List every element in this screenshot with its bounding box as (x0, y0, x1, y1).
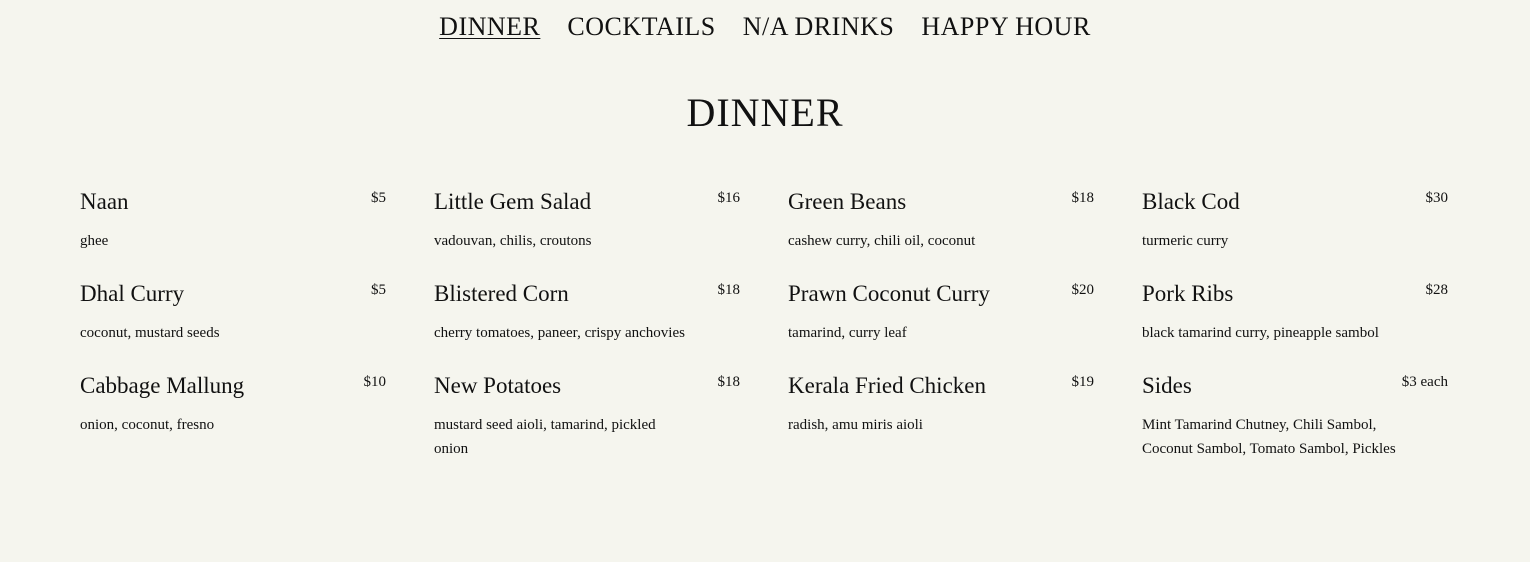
menu-item-head (80, 185, 386, 219)
menu-item-head (80, 369, 386, 403)
menu-item-description: onion, coconut, fresno (80, 417, 215, 433)
menu-item-pork-ribs (1142, 277, 1448, 345)
menu-item-new-potatoes (434, 369, 740, 461)
menu-item-head (434, 185, 740, 219)
menu-item-description: vadouvan, chilis, croutons (434, 233, 592, 249)
menu-columns (80, 185, 1450, 461)
menu-item-dhal-curry (80, 277, 386, 345)
menu-item-description: tamarind, curry leaf (788, 325, 907, 341)
menu-item-name: Naan (80, 189, 129, 214)
menu-item-kerala-fried-chicken (788, 369, 1094, 437)
menu-item-head (788, 277, 1094, 311)
menu-item-head (1142, 185, 1448, 219)
page-title: DINNER (686, 90, 844, 135)
menu-item-description: turmeric curry (1142, 233, 1229, 249)
menu-item-price: $10 (363, 374, 386, 390)
menu-item-name: Pork Ribs (1142, 281, 1234, 306)
menu-item-prawn-coconut-curry (788, 277, 1094, 345)
menu-item-name: Little Gem Salad (434, 189, 592, 214)
menu-item-price: $30 (1425, 190, 1448, 206)
menu-item-price: $5 (371, 190, 386, 206)
menu-item-description: cashew curry, chili oil, coconut (788, 233, 976, 249)
menu-item-price: $16 (717, 190, 740, 206)
menu-item-price: $3 each (1401, 374, 1448, 390)
menu-item-naan (80, 185, 386, 253)
menu-item-price: $18 (1071, 190, 1094, 206)
menu-item-price: $19 (1071, 374, 1094, 390)
menu-item-cabbage-mallung (80, 369, 386, 437)
menu-item-blistered-corn (434, 277, 740, 345)
menu-item-price: $18 (717, 282, 740, 298)
menu-column-2 (434, 185, 740, 461)
menu-item-head (788, 185, 1094, 219)
menu-item-name: Black Cod (1142, 189, 1240, 214)
nav-tab-dinner[interactable]: DINNER (439, 12, 541, 41)
menu-item-head (1142, 369, 1448, 403)
menu-item-price: $28 (1425, 282, 1448, 298)
nav-tab-happy-hour[interactable]: HAPPY HOUR (921, 12, 1091, 41)
menu-item-price: $5 (371, 282, 386, 298)
menu-item-name: Kerala Fried Chicken (788, 373, 986, 398)
menu-item-description: cherry tomatoes, paneer, crispy anchovies (434, 325, 685, 341)
menu-item-description: Mint Tamarind Chutney, Chili Sambol, Coconut Sambol, Tomato Sambol, Pickles (1142, 417, 1396, 457)
menu-item-head (434, 369, 740, 403)
menu-column-1 (80, 185, 386, 461)
menu-item-description: radish, amu miris aioli (788, 417, 923, 433)
menu-item-description: ghee (80, 233, 109, 249)
menu-item-head (80, 277, 386, 311)
top-nav (0, 10, 1530, 44)
menu-item-name: Cabbage Mallung (80, 373, 245, 398)
menu-item-sides (1142, 369, 1448, 461)
nav-tab-cocktails[interactable]: COCKTAILS (567, 12, 716, 41)
menu-item-name: Prawn Coconut Curry (788, 281, 990, 306)
menu-item-name: Dhal Curry (80, 281, 185, 306)
menu-item-price: $20 (1071, 282, 1094, 298)
menu-item-head (434, 277, 740, 311)
menu-item-description: black tamarind curry, pineapple sambol (1142, 325, 1379, 341)
menu-item-little-gem-salad (434, 185, 740, 253)
menu-item-name: New Potatoes (434, 373, 562, 398)
menu-item-name: Blistered Corn (434, 281, 569, 306)
menu-item-green-beans (788, 185, 1094, 253)
menu-item-head (1142, 277, 1448, 311)
nav-tab-na-drinks[interactable]: N/A DRINKS (742, 12, 895, 41)
menu-item-price: $18 (717, 374, 740, 390)
menu-item-description: coconut, mustard seeds (80, 325, 220, 341)
menu-item-head (788, 369, 1094, 403)
menu-column-4 (1142, 185, 1448, 461)
menu-item-description: mustard seed aioli, tamarind, pickled onion (434, 417, 656, 457)
menu-item-black-cod (1142, 185, 1448, 253)
menu-column-3 (788, 185, 1094, 461)
menu-item-name: Sides (1142, 373, 1192, 398)
menu-item-name: Green Beans (788, 189, 907, 214)
